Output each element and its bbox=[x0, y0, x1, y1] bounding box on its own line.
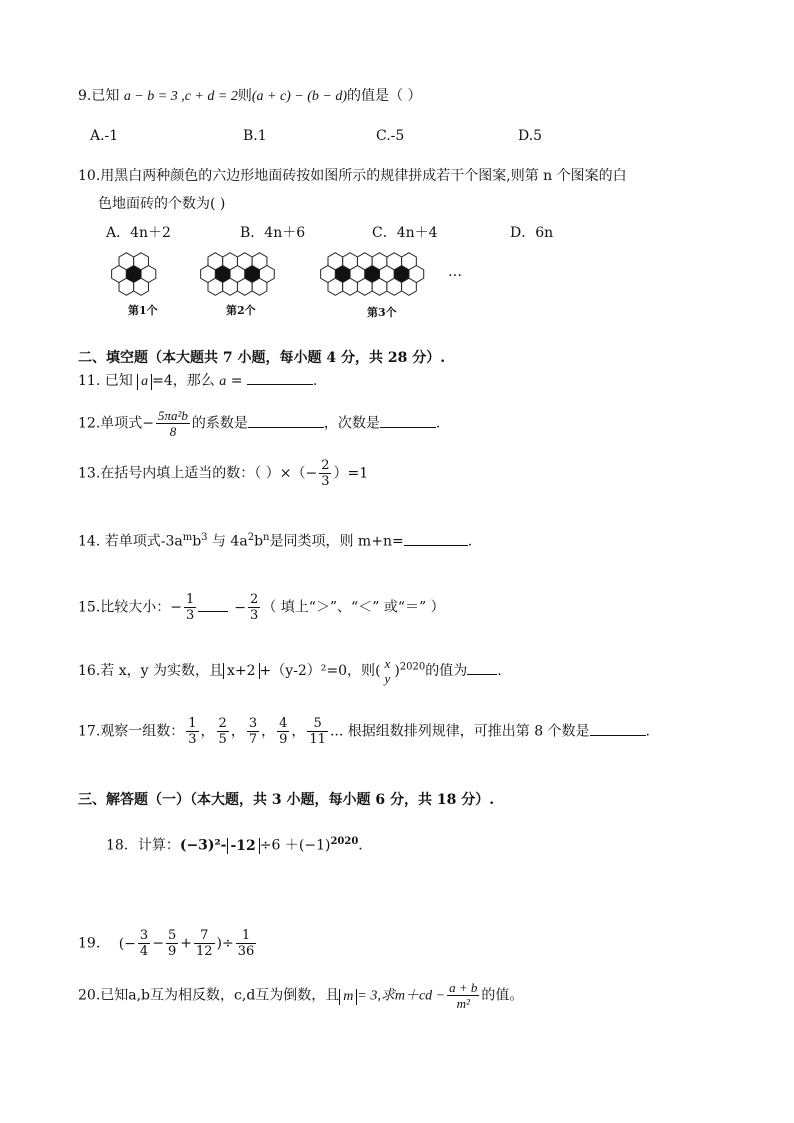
q9-choice-d: D.5 bbox=[518, 128, 543, 144]
q17-fraction-4: $\frac{4}{9}$ bbox=[279, 716, 288, 747]
q18-line: 18．计算：(−3)²- $-12 \div 6 +(-1)^{2020}$. bbox=[106, 836, 363, 854]
q9-choice-a: A.-1 bbox=[90, 128, 119, 144]
white-hexagon-tile bbox=[223, 253, 238, 270]
white-hexagon-tile bbox=[387, 253, 402, 270]
white-hexagon-tile bbox=[134, 253, 149, 270]
q12-degree-blank[interactable] bbox=[380, 413, 436, 428]
white-hexagon-tile bbox=[402, 253, 417, 270]
white-hexagon-tile bbox=[357, 253, 372, 270]
white-hexagon-tile bbox=[223, 278, 238, 295]
white-hexagon-tile bbox=[357, 278, 372, 295]
white-hexagon-tile bbox=[237, 253, 252, 270]
q17-fraction-2: $\frac{2}{5}$ bbox=[218, 716, 227, 747]
q14-line: 14. 若单项式$-3a^mb^3$ 与 $4a^2b^n$是同类项，则 m+n= . bbox=[78, 532, 473, 550]
q9-expr2: (a + c) − (b − d) bbox=[251, 89, 348, 104]
q10-choice-d: D．6n bbox=[510, 225, 554, 241]
white-hexagon-tile bbox=[119, 278, 134, 295]
q9-line: 9.已知 a − b = 3 ,c + d = 2则(a + c) − (b − d)的值是（ ） bbox=[78, 88, 422, 104]
q17-fraction-5: $\frac{5}{11}$ bbox=[309, 716, 326, 747]
figure-caption-3: 第3个 bbox=[367, 306, 397, 319]
q10-choice-c: C．4n＋4 bbox=[372, 225, 438, 241]
q11-line: 11. 已知 a =4，那么 a = . bbox=[78, 370, 317, 392]
white-hexagon-tile bbox=[208, 278, 223, 295]
q14-answer-blank[interactable] bbox=[404, 531, 468, 546]
white-hexagon-tile bbox=[208, 253, 223, 270]
q15-line: 15.比较大小：− $\frac{1}{3}$ − $\frac{2}{3}$ （ 填上“＞”、“＜” 或“＝” ） bbox=[78, 592, 445, 623]
q12-line: 12.单项式− $\frac{\text{5πa²b}}{8}$ 的系数是 ，次数是 . bbox=[78, 408, 441, 439]
q13-line: 13.在括号内填上适当的数：（ ）×（− $\frac{2}{3}$ ）=1 bbox=[78, 458, 369, 489]
q9-expr1: a − b = 3 ,c + d = 2 bbox=[123, 89, 238, 104]
q10-line2: 色地面砖的个数为( ) bbox=[98, 196, 226, 212]
q17-fraction-3: $\frac{3}{7}$ bbox=[248, 716, 258, 747]
white-hexagon-tile bbox=[387, 278, 402, 295]
q9-choice-b: B.1 bbox=[243, 128, 267, 144]
q16-answer-blank[interactable] bbox=[467, 660, 497, 675]
figure-caption-2: 第2个 bbox=[226, 304, 256, 317]
section-2-heading: 二、填空题（本大题共 7 小题，每小题 4 分，共 28 分）. bbox=[78, 350, 446, 366]
figure-caption-1: 第1个 bbox=[128, 304, 158, 317]
q17-answer-blank[interactable] bbox=[590, 721, 646, 736]
white-hexagon-tile bbox=[119, 253, 134, 270]
q12-coefficient-blank[interactable] bbox=[248, 413, 324, 428]
white-hexagon-tile bbox=[134, 278, 149, 295]
white-hexagon-tile bbox=[237, 278, 252, 295]
hexagon-tiles bbox=[112, 253, 424, 296]
q17-line: 17.观察一组数： $\frac{1}{3}$ ， $\frac{2}{5}$ ， $\frac{3}{7}$ ， $\frac{4}{9}$ ， $\frac{5}{11}$ ... 根据组数排列规律，可推出第 8 个数是 . bbox=[78, 716, 650, 747]
hexagon-pattern-figure bbox=[110, 248, 470, 300]
q15-answer-blank[interactable] bbox=[198, 597, 228, 612]
white-hexagon-tile bbox=[402, 278, 417, 295]
white-hexagon-tile bbox=[328, 278, 343, 295]
q10-choice-a: A．4n＋2 bbox=[106, 225, 171, 241]
white-hexagon-tile bbox=[252, 278, 267, 295]
q19-line: 19. (− $\frac{3}{4}$ − $\frac{5}{9}$ + $\frac{7}{12}$ )÷ $\frac{1}{36}$ bbox=[78, 928, 255, 959]
q11-answer-blank[interactable] bbox=[247, 370, 313, 385]
q10-choice-b: B．4n＋6 bbox=[240, 225, 306, 241]
q16-line: 16.若 x，y 为实数，且 x+2 +（y-2）²=0，则( x y )$^{2020}$的值为 . bbox=[78, 656, 502, 686]
white-hexagon-tile bbox=[343, 278, 358, 295]
figure-ellipsis: … bbox=[448, 264, 462, 280]
q20-line: 20.已知a,b互为相反数，c,d互为倒数，且 m = 3,求m＋cd − $\frac{a + b}{\text{m²}}$ 的值。 bbox=[78, 980, 524, 1011]
white-hexagon-tile bbox=[343, 253, 358, 270]
white-hexagon-tile bbox=[252, 253, 267, 270]
q10-line1: 10.用黑白两种颜色的六边形地面砖按如图所示的规律拼成若干个图案,则第 n 个图案的白 bbox=[78, 168, 627, 184]
white-hexagon-tile bbox=[328, 253, 343, 270]
q17-fraction-1: $\frac{1}{3}$ bbox=[188, 716, 197, 747]
q9-choice-c: C.-5 bbox=[376, 128, 405, 144]
section-3-heading: 三、解答题（一）（本大题，共 3 小题，每小题 6 分，共 18 分）. bbox=[78, 792, 495, 808]
white-hexagon-tile bbox=[372, 278, 387, 295]
white-hexagon-tile bbox=[372, 253, 387, 270]
